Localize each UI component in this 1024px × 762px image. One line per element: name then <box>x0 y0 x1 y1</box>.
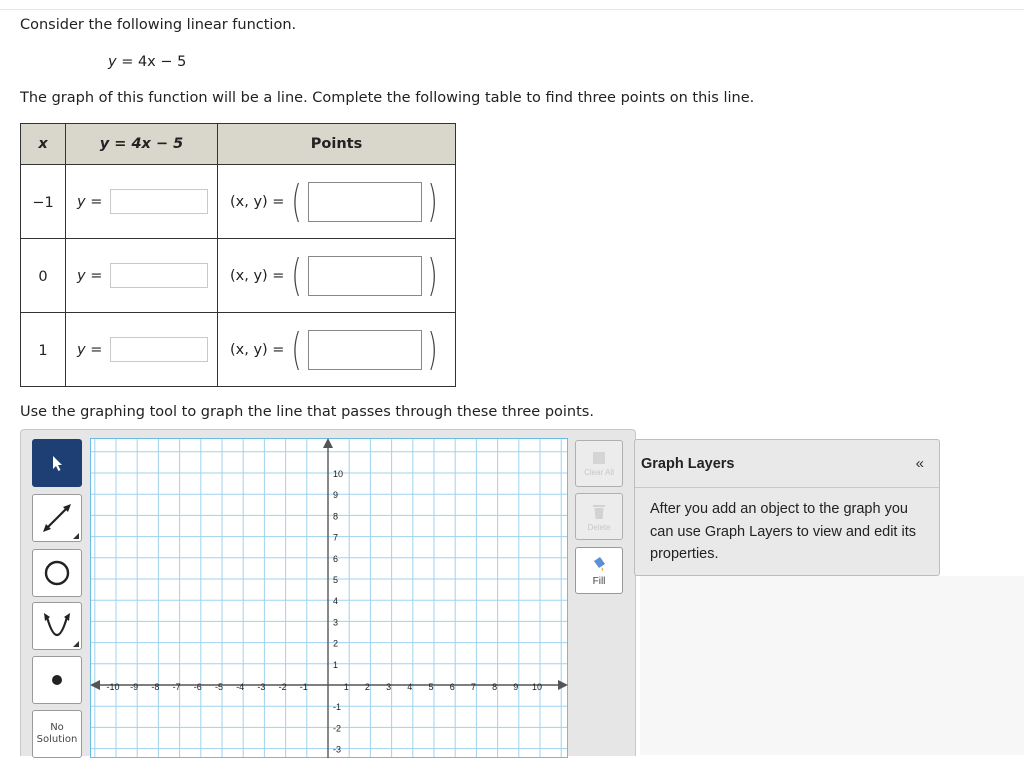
y-tick-label: -2 <box>333 723 342 734</box>
x-tick-label: -3 <box>257 682 266 692</box>
table-row: −1 y = (x, y) = ( ) <box>21 165 456 239</box>
x-tick-label: -8 <box>151 682 160 692</box>
parabola-icon <box>40 609 74 643</box>
y-tick-label: 8 <box>333 511 339 522</box>
x-value: 1 <box>21 313 66 387</box>
y-input[interactable] <box>110 189 208 214</box>
x-tick-label: 6 <box>449 682 455 692</box>
y-input[interactable] <box>110 337 208 362</box>
x-tick-label: 1 <box>343 682 349 692</box>
point-label: (x, y) = <box>230 267 285 284</box>
x-tick-label: 10 <box>531 682 543 692</box>
x-tick-label: 7 <box>470 682 476 692</box>
background-panel <box>640 576 1024 755</box>
graph-layers-description: After you add an object to the graph you can use Graph Layers to view and edit its properties. <box>650 501 916 562</box>
x-tick-label: -5 <box>214 682 224 692</box>
function-equation: y = 4x − 5 <box>108 54 187 70</box>
clear-all-button[interactable] <box>575 440 623 487</box>
table-row: 1 y = (x, y) = ( ) <box>21 313 456 387</box>
y-tick-label: -3 <box>333 744 342 755</box>
clear-all-icon <box>592 451 606 465</box>
graphing-tool-panel <box>20 429 636 756</box>
question-intro: Consider the following linear function. <box>20 17 297 33</box>
x-tick-label: 5 <box>428 682 434 692</box>
y-tick-label: 5 <box>333 575 339 585</box>
fill-button[interactable] <box>575 547 623 594</box>
y-tick-label: 2 <box>333 638 339 649</box>
graph-layers-header <box>635 440 939 488</box>
line-tool-button[interactable] <box>32 494 82 542</box>
x-tick-label: -4 <box>236 682 245 692</box>
collapse-icon[interactable]: « <box>915 455 924 472</box>
y-tick-label: 10 <box>333 469 344 479</box>
x-tick-label: 4 <box>407 682 413 692</box>
y-label: y = <box>77 342 103 358</box>
arrow-pointer-icon <box>49 454 65 472</box>
y-label: y = <box>77 194 103 210</box>
fill-label: Fill <box>592 575 606 587</box>
circle-tool-button[interactable] <box>32 549 82 597</box>
y-tick-label: 3 <box>333 617 339 628</box>
x-tick-label: 3 <box>386 682 392 692</box>
graph-layers-panel <box>634 439 940 576</box>
graph-layers-title: Graph Layers <box>641 455 735 472</box>
no-solution-button[interactable] <box>32 710 82 758</box>
coordinate-grid[interactable] <box>90 438 568 762</box>
no-solution-label: No Solution <box>36 722 78 745</box>
top-divider <box>0 9 1024 10</box>
y-tick-label: 7 <box>333 532 339 543</box>
paint-bucket-icon <box>590 555 608 573</box>
table-header-row <box>21 124 456 165</box>
point-input[interactable] <box>308 330 422 370</box>
point-input[interactable] <box>308 182 422 222</box>
line-segment-icon <box>41 502 73 534</box>
x-tick-label: -7 <box>172 682 181 692</box>
x-tick-label: 8 <box>492 682 498 692</box>
y-input[interactable] <box>110 263 208 288</box>
trash-icon <box>591 502 607 520</box>
x-tick-label: 9 <box>513 682 519 692</box>
question-description: The graph of this function will be a line. Complete the following table to find three points on this line. <box>20 90 755 106</box>
x-tick-label: -10 <box>106 682 120 692</box>
header-y: y = 4x − 5 <box>66 124 218 165</box>
clear-all-label: Clear All <box>584 467 614 477</box>
y-label: y = <box>77 268 103 284</box>
parabola-tool-button[interactable] <box>32 602 82 650</box>
x-tick-label: -1 <box>299 682 308 692</box>
circle-icon <box>42 558 72 588</box>
graph-instruction: Use the graphing tool to graph the line that passes through these three points. <box>20 404 594 420</box>
point-tool-button[interactable] <box>32 656 82 704</box>
header-x: x <box>21 124 66 165</box>
point-label: (x, y) = <box>230 193 285 210</box>
y-tick-label: 4 <box>333 596 339 607</box>
x-tick-label: -6 <box>193 682 202 692</box>
x-value: 0 <box>21 239 66 313</box>
x-value: −1 <box>21 165 66 239</box>
y-tick-label: 9 <box>333 490 339 501</box>
point-input[interactable] <box>308 256 422 296</box>
select-tool-button[interactable] <box>32 439 82 487</box>
y-tick-label: -1 <box>333 702 342 713</box>
x-tick-label: -9 <box>130 682 139 692</box>
delete-label: Delete <box>587 522 611 532</box>
points-table <box>20 123 456 387</box>
x-tick-label: 2 <box>364 682 370 692</box>
point-icon <box>50 673 64 687</box>
y-tick-label: 1 <box>333 659 339 670</box>
point-label: (x, y) = <box>230 341 285 358</box>
y-tick-label: 6 <box>333 553 339 564</box>
table-row: 0 y = (x, y) = ( ) <box>21 239 456 313</box>
delete-button[interactable] <box>575 493 623 540</box>
x-tick-label: -2 <box>278 682 287 692</box>
grid-background <box>90 438 568 758</box>
header-points: Points <box>218 124 456 165</box>
